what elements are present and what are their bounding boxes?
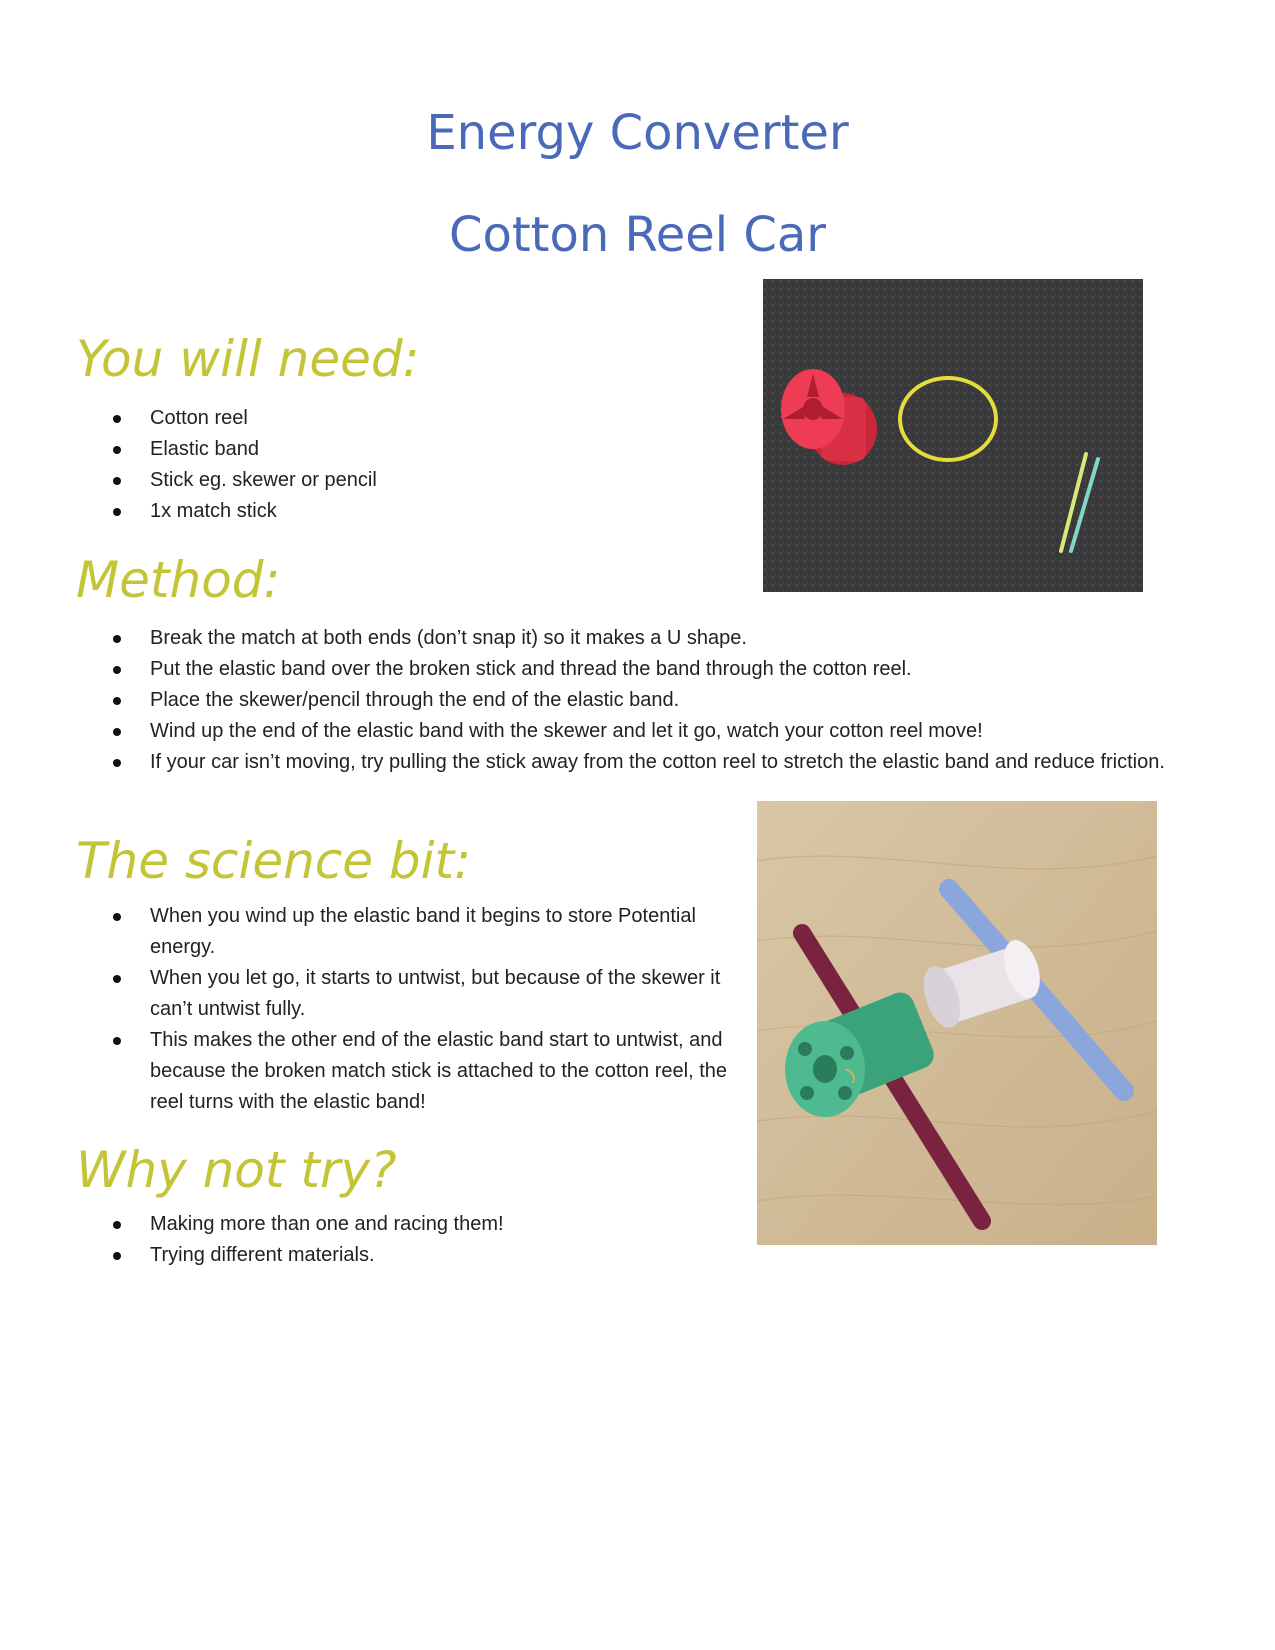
list-item: Place the skewer/pencil through the end of the elastic band. [110, 685, 1170, 716]
heading-method: Method: [76, 551, 281, 609]
try-list [110, 1209, 710, 1271]
materials-list [110, 403, 630, 527]
list-item: When you let go, it starts to untwist, but because of the skewer it can’t untwist fully. [110, 963, 750, 1025]
list-item: If your car isn’t moving, try pulling the stick away from the cotton reel to stretch the elastic band and reduce friction. [110, 747, 1170, 778]
list-item: Cotton reel [110, 403, 630, 434]
materials-photo-graphic [763, 279, 1143, 592]
list-item: Trying different materials. [110, 1240, 710, 1271]
heading-science-bit: The science bit: [76, 832, 471, 890]
heading-you-will-need: You will need: [76, 330, 420, 388]
list-item: Stick eg. skewer or pencil [110, 465, 630, 496]
method-list [110, 623, 1170, 778]
list-item: This makes the other end of the elastic band start to untwist, and because the broken match stick is attached to the cotton reel, the reel turns with the elastic band! [110, 1025, 750, 1118]
list-item: Put the elastic band over the broken stick and thread the band through the cotton reel. [110, 654, 1170, 685]
list-item: Break the match at both ends (don’t snap it) so it makes a U shape. [110, 623, 1170, 654]
cotton-reel-cars-photo [757, 801, 1157, 1245]
list-item: Making more than one and racing them! [110, 1209, 710, 1240]
page-title: Energy Converter [426, 105, 849, 161]
cars-photo-graphic [757, 801, 1157, 1245]
list-item: 1x match stick [110, 496, 630, 527]
materials-photo [763, 279, 1143, 592]
science-list [110, 901, 750, 1118]
list-item: Wind up the end of the elastic band with the skewer and let it go, watch your cotton reel move! [110, 716, 1170, 747]
heading-why-not-try: Why not try? [76, 1141, 397, 1199]
list-item: Elastic band [110, 434, 630, 465]
list-item: When you wind up the elastic band it begins to store Potential energy. [110, 901, 750, 963]
page-subtitle: Cotton Reel Car [448, 207, 827, 263]
